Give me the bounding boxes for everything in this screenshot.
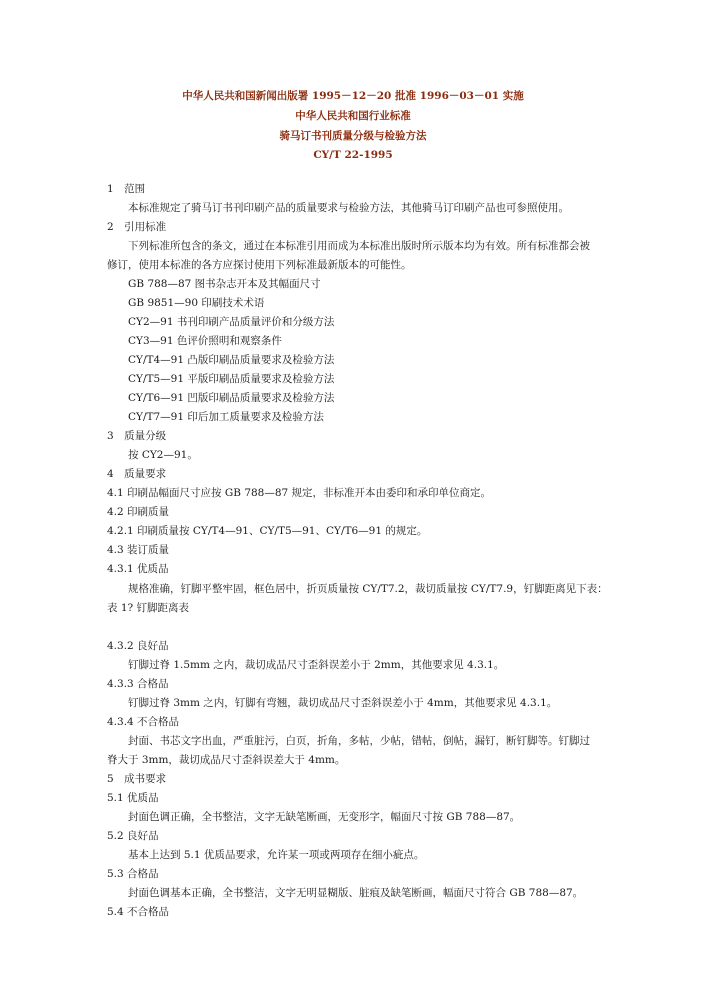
reference-item: CY2—91 书刊印刷产品质量评价和分级方法: [128, 316, 335, 328]
document-title: 骑马订书刊质量分级与检验方法: [279, 130, 427, 142]
standard-code: CY/T 22-1995: [313, 149, 393, 161]
reference-item: GB 788—87 图书杂志开本及其幅面尺寸: [128, 278, 321, 290]
paragraph: 脊大于 3mm，裁切成品尺寸歪斜误差大于 4mm。: [107, 754, 346, 766]
standard-category: 中华人民共和国行业标准: [295, 110, 411, 122]
section-heading: 3 质量分级: [107, 430, 167, 442]
reference-item: CY/T4—91 凸版印刷品质量要求及检验方法: [128, 354, 335, 366]
paragraph: 基本上达到 5.1 优质品要求，允许某一项或两项存在细小疵点。: [128, 849, 425, 861]
clause-heading: 4.3.4 不合格品: [107, 716, 180, 728]
clause: 4.1 印刷品幅面尺寸应按 GB 788—87 规定，非标准开本由委印和承印单位商定。: [107, 487, 492, 499]
paragraph: 钉脚过脊 3mm 之内，钉脚有弯翘，裁切成品尺寸歪斜误差小于 4mm，其他要求见 4.3.1。: [128, 697, 558, 709]
clause-heading: 4.3.2 良好品: [107, 640, 169, 652]
paragraph: 封面、书芯文字出血，严重脏污，白页，折角，多帖，少帖，错帖，倒帖，漏钉，断钉脚等。钉脚过: [128, 735, 590, 747]
clause-heading: 5.2 良好品: [107, 830, 159, 842]
clause-heading: 4.3.1 优质品: [107, 563, 169, 575]
table-caption: 表 1? 钉脚距离表: [107, 602, 189, 614]
paragraph: 下列标准所包含的条文，通过在本标准引用而成为本标准出版时所示版本均为有效。所有标准都会被: [128, 240, 590, 252]
clause-heading: 4.3 装订质量: [107, 544, 170, 556]
paragraph: 规格准确，钉脚平整牢固，框色居中，折页质量按 CY/T7.2，裁切质量按 CY/T7.9，钉脚距离见下表：: [128, 583, 608, 595]
paragraph: 封面色调正确，全书整洁，文字无缺笔断画，无变形字，幅面尺寸按 GB 788—87。: [128, 811, 521, 823]
paragraph: 本标准规定了骑马订书刊印刷产品的质量要求与检验方法，其他骑马订印刷产品也可参照使用。: [128, 202, 569, 214]
reference-item: CY3—91 色评价照明和观察条件: [128, 335, 282, 347]
clause-heading: 5.3 合格品: [107, 868, 159, 880]
paragraph: 钉脚过脊 1.5mm 之内，裁切成品尺寸歪斜误差小于 2mm，其他要求见 4.3.1。: [128, 659, 505, 671]
reference-item: CY/T5—91 平版印刷品质量要求及检验方法: [128, 373, 335, 385]
clause-heading: 4.3.3 合格品: [107, 678, 169, 690]
section-heading: 4 质量要求: [107, 468, 167, 480]
clause-heading: 5.4 不合格品: [107, 906, 170, 918]
approval-line: 中华人民共和国新闻出版署 1995－12－20 批准 1996－03－01 实施: [182, 90, 524, 102]
clause: 4.2.1 印刷质量按 CY/T4—91、CY/T5—91、CY/T6—91 的规定。: [107, 525, 428, 537]
section-heading: 1 范围: [107, 183, 146, 195]
clause-heading: 4.2 印刷质量: [107, 506, 170, 518]
reference-item: CY/T7—91 印后加工质量要求及检验方法: [128, 411, 324, 423]
reference-item: GB 9851—90 印刷技术术语: [128, 297, 265, 309]
clause-heading: 5.1 优质品: [107, 792, 159, 804]
paragraph: 按 CY2—91。: [128, 449, 198, 461]
reference-item: CY/T6—91 凹版印刷品质量要求及检验方法: [128, 392, 335, 404]
section-heading: 2 引用标准: [107, 221, 167, 233]
section-heading: 5 成书要求: [107, 773, 167, 785]
paragraph: 封面色调基本正确，全书整洁，文字无明显糊版、脏痕及缺笔断画，幅面尺寸符合 GB 788—87。: [128, 887, 584, 899]
paragraph: 修订，使用本标准的各方应探讨使用下列标准最新版本的可能性。: [107, 259, 412, 271]
